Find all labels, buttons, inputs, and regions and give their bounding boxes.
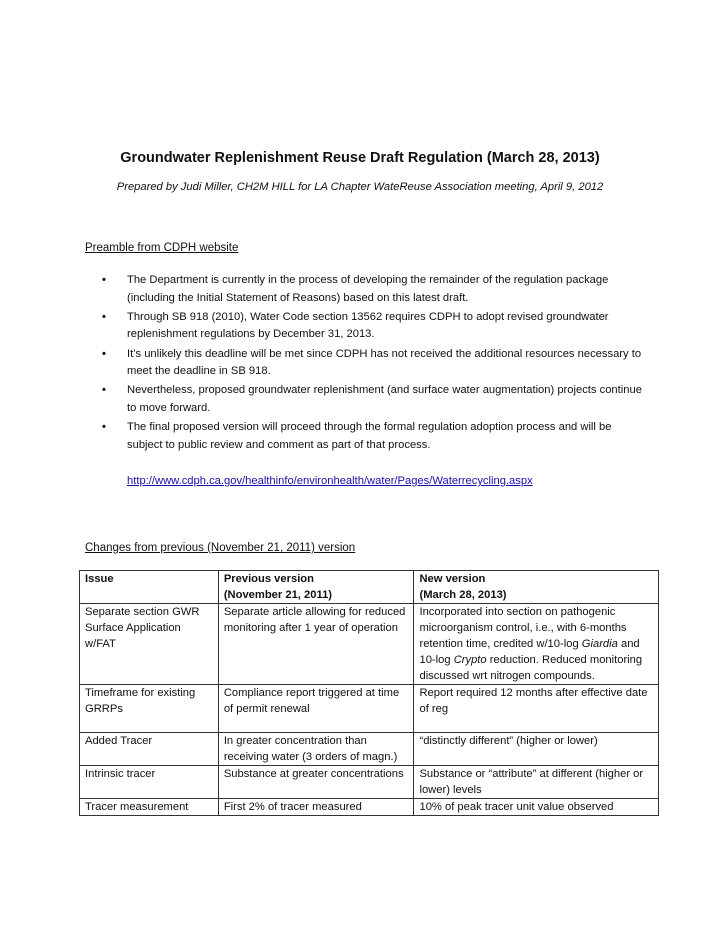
giardia-term: Giardia bbox=[581, 638, 618, 650]
bullet-icon: • bbox=[102, 310, 106, 323]
table-header-row bbox=[80, 571, 659, 604]
issue-cell: Timeframe for existing GRRPs bbox=[80, 685, 219, 733]
list-item bbox=[100, 309, 645, 344]
bullet-text: Nevertheless, proposed groundwater replenishment (and surface water augmentation) projects continue to move forward. bbox=[127, 384, 642, 414]
bullet-text: The final proposed version will proceed through the formal regulation adoption process and will be subject to public review and comment as part of that process. bbox=[127, 421, 612, 451]
issue-cell: Separate section GWR Surface Application w/FAT bbox=[80, 604, 219, 685]
table-row bbox=[80, 604, 659, 685]
issue-cell: Added Tracer bbox=[80, 733, 219, 766]
bullet-text: It’s unlikely this deadline will be met since CDPH has not received the additional resources necessary to meet the deadline in SB 918. bbox=[127, 347, 642, 378]
column-header-issue: Issue bbox=[80, 571, 219, 604]
bullet-icon: • bbox=[102, 274, 106, 286]
bullet-icon: • bbox=[102, 384, 106, 397]
issue-cell: Tracer measurement bbox=[80, 799, 219, 816]
issue-cell: Intrinsic tracer bbox=[80, 766, 219, 799]
document-subtitle: Prepared by Judi Miller, CH2M HILL for LA Chapter WateReuse Association meeting, April 9, 2012 bbox=[116, 181, 604, 193]
list-item bbox=[100, 272, 645, 307]
table-row bbox=[80, 799, 659, 816]
bullet-text: Through SB 918 (2010), Water Code section 13562 requires CDPH to adopt revised groundwater replenishment regulations by December 31, 2013. bbox=[127, 310, 609, 341]
crypto-term: Crypto bbox=[453, 654, 487, 666]
previous-cell: Separate article allowing for reduced monitoring after 1 year of operation bbox=[218, 604, 414, 685]
previous-cell: In greater concentration than receiving water (3 orders of magn.) bbox=[218, 733, 414, 766]
column-header-new: New version (March 28, 2013) bbox=[414, 571, 659, 604]
previous-cell: Substance at greater concentrations bbox=[218, 766, 414, 799]
changes-heading: Changes from previous (November 21, 2011) version bbox=[85, 542, 356, 554]
list-item bbox=[100, 346, 645, 381]
document-title: Groundwater Replenishment Reuse Draft Regulation (March 28, 2013) bbox=[120, 150, 600, 166]
table-row bbox=[80, 685, 659, 733]
new-cell: Incorporated into section on pathogenic microorganism control, i.e., with 6-months retention time, credited w/10-log Giardia and 10-log Crypto reduction. Reduced monitoring discussed wrt nitrogen compounds. bbox=[414, 604, 659, 685]
bullet-text: The Department is currently in the process of developing the remainder of the regulation package (including the Initial Statement of Reasons) based on this latest draft. bbox=[127, 274, 609, 304]
cdph-website-link[interactable]: http://www.cdph.ca.gov/healthinfo/environhealth/water/Pages/Waterrecycling.aspx bbox=[127, 475, 533, 487]
previous-cell: First 2% of tracer measured bbox=[218, 799, 414, 816]
bullet-icon: • bbox=[102, 421, 106, 434]
bullet-icon: • bbox=[102, 347, 106, 360]
previous-cell: Compliance report triggered at time of permit renewal bbox=[218, 685, 414, 733]
new-cell: Report required 12 months after effective date of reg bbox=[414, 685, 659, 733]
table-row bbox=[80, 766, 659, 799]
list-item bbox=[100, 382, 645, 417]
preamble-bullet-list bbox=[100, 272, 645, 456]
column-header-previous: Previous version (November 21, 2011) bbox=[218, 571, 414, 604]
table-row bbox=[80, 733, 659, 766]
list-item bbox=[100, 419, 645, 454]
new-cell: “distinctly different” (higher or lower) bbox=[414, 733, 659, 766]
new-cell: 10% of peak tracer unit value observed bbox=[414, 799, 659, 816]
changes-table bbox=[79, 570, 659, 816]
new-cell: Substance or “attribute” at different (higher or lower) levels bbox=[414, 766, 659, 799]
preamble-heading: Preamble from CDPH website bbox=[85, 242, 239, 254]
